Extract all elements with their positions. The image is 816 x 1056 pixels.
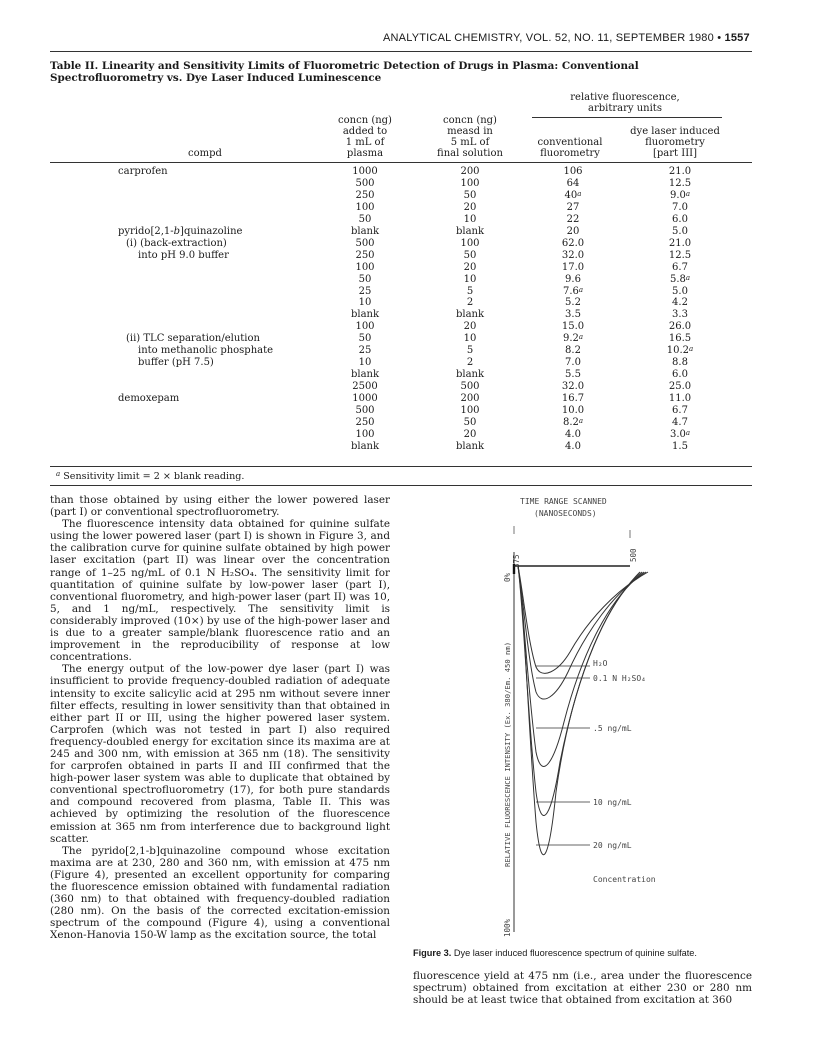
table-cell-added: 50: [358, 273, 372, 285]
header-rule: [50, 51, 752, 52]
table-cell-conventional: 15.0: [561, 321, 585, 333]
table-cell-added: 25: [358, 285, 372, 297]
table-cell-measd: 20: [463, 261, 477, 273]
table-cell-conventional: 7.6$^a$: [562, 285, 584, 297]
header-conventional: [525, 137, 615, 159]
header-bullet: •: [717, 32, 722, 44]
table-cell-dyelaser: 9.0$^a$: [669, 189, 691, 201]
table-cell-added: 2500: [352, 381, 378, 393]
table-cell-added: 500: [355, 405, 375, 416]
table-cell-added: 50: [358, 213, 372, 225]
table-cell-added: 500: [355, 237, 375, 249]
paragraph: than those obtained by using either the lower powered laser (part I) or conventional spectrofluorometry.: [50, 494, 390, 519]
figure-title-line1: TIME RANGE SCANNED: [520, 497, 607, 506]
header-measd-line: concn (ng): [443, 115, 497, 126]
header-added-line: concn (ng): [338, 115, 392, 126]
table-cell-dyelaser: 6.7: [672, 261, 688, 273]
curve-20-ng-ml: [518, 566, 640, 855]
table-cell-measd: blank: [455, 440, 485, 452]
table-cell-added: 100: [355, 428, 375, 440]
table-cell-measd: blank: [455, 225, 485, 237]
table-footnote: $^a$ Sensitivity limit = 2 × blank reading.: [56, 470, 245, 482]
table-cell-dyelaser: 12.5: [668, 177, 692, 189]
table-cell-added: 100: [355, 201, 375, 213]
header-added: [320, 115, 410, 159]
table-cell-conventional: 40$^a$: [564, 189, 582, 201]
paragraph: The pyrido[2,1-b]quinazoline compound whose excitation maxima are at 230, 280 and 360 nm, with emission at 475 nm (Figure 4), presented an excellent opportunity for comparing the fluorescence emission obtained with fundamental radiation (360 nm) to that obtained with frequency-doubled radiation (280 nm). On the basis of the corrected excitation-emission spectrum of the compound (Figure 4), using a conventional Xenon-Hanovia 150-W lamp as the excitation source, the total: [50, 844, 390, 942]
table-cell-added: 1000: [352, 166, 378, 177]
table-cell-conventional: 17.0: [561, 261, 585, 273]
table-cell-conventional: 16.7: [561, 393, 585, 405]
page-number: 1557: [724, 32, 750, 44]
tick-500-label: 500: [629, 548, 638, 562]
table-caption-line1: Table II. Linearity and Sensitivity Limits of Fluorometric Detection of Drugs in Plasma: Conventional: [50, 60, 639, 72]
table-cell-measd: 10: [463, 333, 477, 345]
table-row-label: (i) (back-extraction): [126, 237, 227, 249]
header-added-line: 1 mL of: [345, 137, 385, 148]
table-cell-added: 10: [358, 357, 372, 369]
figure-title-line2: (NANOSECONDS): [534, 509, 597, 518]
figure-caption: [413, 948, 752, 958]
table-cell-added: 250: [355, 189, 375, 201]
table-cell-measd: 500: [460, 381, 480, 393]
figure-3-spectrum: [490, 492, 700, 947]
table-cell-conventional: 9.2$^a$: [562, 333, 584, 345]
table-cell-conventional: 22: [566, 213, 580, 225]
running-header: [383, 32, 750, 44]
label-10-ng-ml: 10 ng/mL: [593, 798, 632, 807]
y-axis-bottom-label: 100%: [503, 918, 512, 937]
header-relative-rule: [532, 117, 722, 118]
table-cell-measd: 50: [463, 189, 477, 201]
curve-10-ng-ml: [518, 566, 642, 815]
header-added-line: plasma: [346, 148, 384, 159]
table-cell-conventional: 64: [566, 177, 580, 189]
table-cell-conventional: 4.0: [565, 428, 581, 440]
table-cell-dyelaser: 6.0: [672, 369, 688, 381]
table-cell-conventional: 5.2: [565, 297, 581, 309]
header-added-line: added to: [342, 126, 388, 137]
label-h2so4: 0.1 N H₂SO₄: [593, 674, 646, 683]
table-cell-measd: 100: [460, 237, 480, 249]
table-cell-measd: 200: [460, 393, 480, 405]
table-cell-conventional: 10.0: [561, 405, 585, 416]
table-cell-measd: 5: [466, 285, 474, 297]
table-cell-measd: 20: [463, 428, 477, 440]
table-cell-dyelaser: 21.0: [668, 166, 692, 177]
header-conventional-line: fluorometry: [540, 148, 600, 159]
y-axis-label: RELATIVE FLUORESCENCE INTENSITY (Ex. 380/Em. 450 nm): [503, 641, 512, 867]
table-cell-dyelaser: 3.0$^a$: [669, 428, 691, 440]
table-header-rule: [50, 162, 752, 163]
table-cell-measd: 5: [466, 345, 474, 357]
table-cell-dyelaser: 21.0: [668, 237, 692, 249]
header-relative-line: relative fluorescence,: [570, 92, 680, 103]
table-cell-dyelaser: 26.0: [668, 321, 692, 333]
table-cell-added: 25: [358, 345, 372, 357]
table-cell-dyelaser: 6.0: [672, 213, 688, 225]
table-cell-added: 50: [358, 333, 372, 345]
table-cell-dyelaser: 10.2$^a$: [666, 345, 694, 357]
table-caption: [50, 60, 750, 84]
table-caption-line2: Spectrofluorometry vs. Dye Laser Induced Luminescence: [50, 72, 382, 84]
table-cell-added: 100: [355, 321, 375, 333]
table-row-label: (ii) TLC separation/elution: [126, 333, 260, 345]
paragraph: The fluorescence intensity data obtained for quinine sulfate using the lower powered laser (part I) is shown in Figure 3, and the calibration curve for quinine sulfate obtained by high power laser excitation (part II) was linear over the concentration range of 1–25 ng/mL of 0.1 N H₂SO₄. The sensitivity limit for quantitation of quinine sulfate by low-power laser (part I), conventional fluorometry, and high-power laser (part II) was 10, 5, and 1 ng/mL, respectively. The sensitivity limit is considerably improved (10×) by use of the high-power laser and is due to a greater sample/blank fluorescence ratio and an improvement in the reproducibility of response at low concentrations.: [50, 518, 390, 664]
table-cell-dyelaser: 16.5: [668, 333, 692, 345]
table-cell-added: blank: [350, 309, 380, 321]
table-cell-measd: 20: [463, 321, 477, 333]
table-cell-measd: 200: [460, 166, 480, 177]
table-row-label: carprofen: [118, 166, 168, 177]
header-measd-line: 5 mL of: [450, 137, 490, 148]
table-cell-measd: 10: [463, 213, 477, 225]
header-conventional-line: conventional: [537, 137, 603, 148]
table-cell-conventional: 9.6: [565, 273, 581, 285]
table-row-label: pyrido[2,1-b]quinazoline: [118, 225, 243, 237]
header-dyelaser-line: fluorometry: [645, 137, 705, 148]
table-cell-conventional: 106: [563, 166, 583, 177]
table-cell-added: blank: [350, 440, 380, 452]
table-cell-measd: 50: [463, 249, 477, 261]
table-cell-added: 250: [355, 249, 375, 261]
table-cell-conventional: 5.5: [565, 369, 581, 381]
figure-caption-text: Dye laser induced fluorescence spectrum of quinine sulfate.: [453, 948, 697, 958]
table-cell-measd: 100: [460, 177, 480, 189]
header-dyelaser-line: [part III]: [653, 148, 697, 159]
table-row-label: buffer (pH 7.5): [138, 357, 214, 369]
table-cell-measd: 50: [463, 416, 477, 428]
figure-caption-label: Figure 3.: [413, 948, 452, 958]
header-dyelaser: [620, 126, 730, 159]
table-cell-conventional: 8.2$^a$: [562, 416, 584, 428]
table-cell-measd: blank: [455, 369, 485, 381]
table-cell-conventional: 7.0: [565, 357, 581, 369]
header-compd: compd: [188, 148, 222, 159]
table-cell-added: blank: [350, 225, 380, 237]
table-cell-dyelaser: 5.8$^a$: [669, 273, 691, 285]
table-cell-added: 1000: [352, 393, 378, 405]
table-cell-measd: 10: [463, 273, 477, 285]
header-measd-line: measd in: [447, 126, 493, 137]
table-cell-measd: 20: [463, 201, 477, 213]
table-cell-dyelaser: 7.0: [672, 201, 688, 213]
header-relative-line: arbitrary units: [588, 103, 662, 114]
body-text-left: [50, 494, 390, 941]
table-cell-dyelaser: 11.0: [668, 393, 692, 405]
table-row-label: into pH 9.0 buffer: [138, 249, 229, 261]
table-cell-added: 500: [355, 177, 375, 189]
table-cell-dyelaser: 3.3: [672, 309, 688, 321]
y-axis-top-label: 0%: [503, 572, 512, 582]
header-dyelaser-line: dye laser induced: [630, 126, 720, 137]
table-row-label: into methanolic phosphate: [138, 345, 274, 357]
table-cell-conventional: 20: [566, 225, 580, 237]
table-cell-conventional: 3.5: [565, 309, 581, 321]
label-20-ng-ml: 20 ng/mL: [593, 841, 632, 850]
table-cell-conventional: 62.0: [561, 237, 585, 249]
table-bottom-rule: [50, 466, 752, 467]
label-h2o: H₂O: [593, 659, 608, 668]
table-cell-dyelaser: 4.7: [672, 416, 688, 428]
header-measd: [420, 115, 520, 159]
table-cell-added: blank: [350, 369, 380, 381]
table-row-label: demoxepam: [118, 393, 180, 405]
table-cell-dyelaser: 5.0: [672, 285, 688, 297]
header-relative: [525, 92, 725, 114]
table-cell-dyelaser: 4.2: [672, 297, 688, 309]
table-cell-added: 100: [355, 261, 375, 273]
table-cell-conventional: 32.0: [561, 249, 585, 261]
table-cell-dyelaser: 1.5: [672, 440, 688, 452]
table-cell-measd: blank: [455, 309, 485, 321]
label-concentration: Concentration: [593, 875, 656, 884]
table-cell-dyelaser: 6.7: [672, 405, 688, 416]
table-cell-conventional: 27: [566, 201, 580, 213]
label-0-5-ng-ml: .5 ng/mL: [593, 724, 632, 733]
table-cell-dyelaser: 8.8: [672, 357, 688, 369]
paragraph: The energy output of the low-power dye laser (part I) was insufficient to provide frequency-doubled radiation of adequate intensity to excite salicylic acid at 295 nm without severe inner filter effects, resulting in lower sensitivity than that obtained in either part II or III, using the higher powered laser system. Carprofen (which was not tested in part I) also required frequency-doubled energy for excitation since its maxima are at 245 and 300 nm, with emission at 365 nm (18). The sensitivity for carprofen obtained in parts II and III confirmed that the high-power laser system was able to duplicate that obtained by conventional spectrofluorometry (17), for both pure standards and compound recovered from plasma, Table II. This was achieved by optimizing the resolution of the fluorescence emission at 365 nm from interference due to background light scatter.: [50, 663, 390, 845]
tick-375-label: 375: [512, 554, 521, 568]
body-text-right: fluorescence yield at 475 nm (i.e., area under the fluorescence spectrum) obtained from excitation at either 230 or 280 nm should be at least twice that obtained from excitation at 360: [413, 970, 752, 1007]
header-measd-line: final solution: [437, 148, 503, 159]
table-cell-added: 10: [358, 297, 372, 309]
table-footnote-rule: [50, 485, 752, 486]
table-cell-measd: 100: [460, 405, 480, 416]
table-cell-conventional: 8.2: [565, 345, 581, 357]
curve-h2o: [518, 566, 648, 673]
table-cell-dyelaser: 25.0: [668, 381, 692, 393]
table-cell-measd: 2: [466, 357, 474, 369]
journal-citation: ANALYTICAL CHEMISTRY, VOL. 52, NO. 11, SEPTEMBER 1980: [383, 32, 714, 44]
table-cell-measd: 2: [466, 297, 474, 309]
table-cell-conventional: 32.0: [561, 381, 585, 393]
table-cell-dyelaser: 12.5: [668, 249, 692, 261]
table-cell-dyelaser: 5.0: [672, 225, 688, 237]
table-cell-added: 250: [355, 416, 375, 428]
table-cell-conventional: 4.0: [565, 440, 581, 452]
